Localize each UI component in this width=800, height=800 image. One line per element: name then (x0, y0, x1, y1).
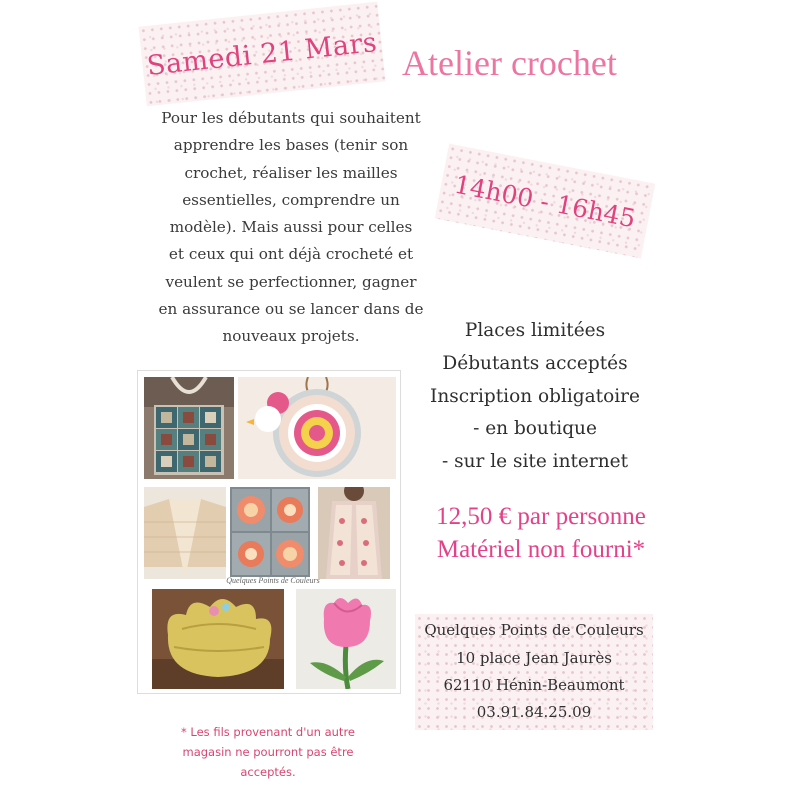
collage-credit: Quelques Points de Couleurs (226, 576, 320, 585)
event-date: Samedi 21 Mars (145, 26, 379, 82)
intro-line: veulent se perfectionner, gagner (165, 272, 417, 291)
price-text: 12,50 € par personne (436, 503, 646, 530)
info-item: Inscription obligatoire (430, 385, 640, 407)
crochet-vest-photo (318, 487, 390, 579)
granny-squares-photo (230, 487, 310, 577)
info-item: Places limitées (464, 320, 606, 341)
info-item: - en boutique (473, 418, 597, 440)
material-note: Matériel non fourni* (436, 536, 646, 563)
intro-line: nouveaux projets. (222, 327, 360, 346)
intro-line: crochet, réaliser les mailles (184, 163, 398, 182)
intro-line: et ceux qui ont déjà crocheté et (168, 245, 414, 264)
intro-line: essentielles, comprendre un (182, 190, 400, 209)
chicken-mandala-photo (238, 377, 396, 479)
intro-line: apprendre les bases (tenir son (173, 136, 409, 155)
cream-cardigan-photo (144, 487, 226, 579)
info-item: - sur le site internet (441, 451, 629, 473)
footnote-line: magasin ne pourront pas être (182, 745, 354, 759)
crochet-photo-collage (137, 370, 401, 694)
time-banner (435, 144, 656, 259)
event-time: 14h00 - 16h45 (452, 169, 638, 233)
yellow-basket-photo (152, 589, 284, 689)
intro-paragraph (150, 105, 432, 351)
shop-city: 62110 Hénin-Beaumont (443, 676, 625, 694)
granny-bag-photo (144, 377, 234, 479)
footnote-line: acceptés. (240, 765, 296, 779)
info-list (415, 315, 655, 479)
shop-name: Quelques Points de Couleurs (424, 621, 644, 640)
page-title: Atelier crochet (402, 43, 617, 83)
shop-phone: 03.91.84.25.09 (476, 703, 592, 722)
intro-line: Pour les débutants qui souhaitent (161, 109, 421, 127)
shop-address (415, 614, 653, 730)
price-block (396, 500, 686, 566)
footnote (158, 722, 378, 782)
shop-street: 10 place Jean Jaurès (456, 648, 612, 667)
date-banner (138, 2, 385, 107)
intro-line: en assurance ou se lancer dans de (158, 300, 424, 319)
info-item: Débutants acceptés (442, 352, 628, 374)
pink-tulip-photo (296, 589, 396, 689)
footnote-line: * Les fils provenant d'un autre (181, 725, 355, 739)
intro-line: modèle). Mais aussi pour celles (169, 218, 413, 237)
